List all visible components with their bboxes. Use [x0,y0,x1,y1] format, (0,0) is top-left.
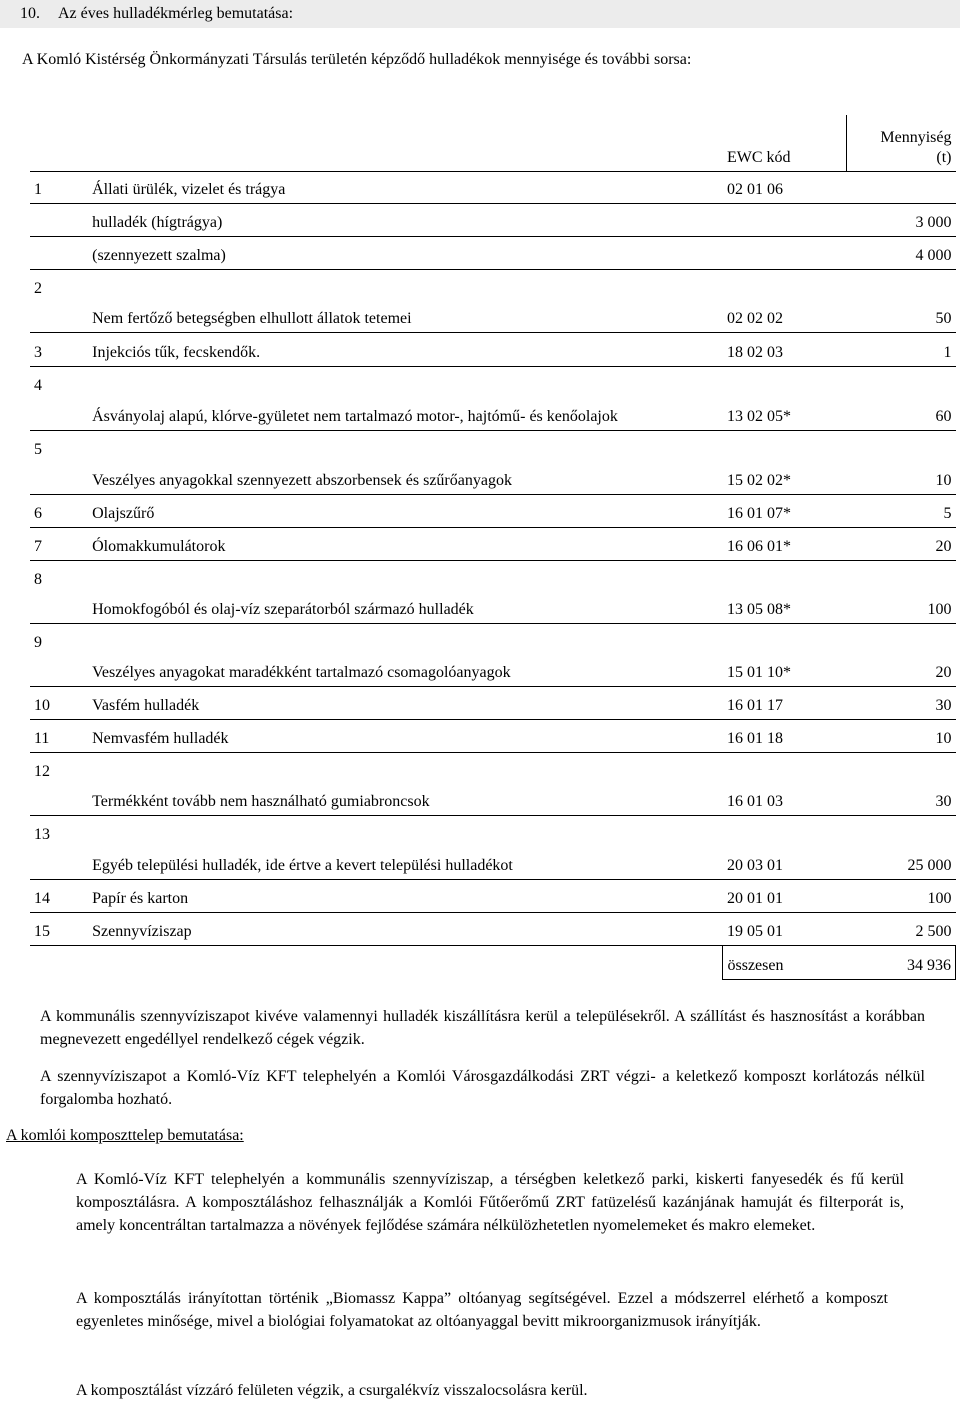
table-row: 1 Állati ürülék, vizelet és trágya 02 01 06 [30,171,956,203]
section-title-10 [20,4,293,24]
table-row: 7 Ólomakkumulátorok 16 06 01* 20 [30,527,956,560]
table-row: hulladék (hígtrágya) 3 000 [30,203,956,236]
table-row: 15 Szennyvíziszap 19 05 01 2 500 [30,912,956,945]
table-row: 4 Ásványolaj alapú, klórve-gyületet nem tartalmazó motor-, hajtómű- és kenőolajok 13 02 05* 60 [30,366,956,430]
table-row: 13 Egyéb települési hulladék, ide értve a kevert települési hulladékot 20 03 01 25 000 [30,815,956,879]
paragraph-composting-method: A komposztálás irányítottan történik „Biomassz Kappa” oltóanyag segítségével. Ezzel a módszerrel elérhető a komposzt egyenletes minősége, mivel a biológiai folyamatokat az oltóanyaggal bevitt mikroorganizmusok irányítják. [76,1290,888,1330]
intro-text: A Komló Kistérség Önkormányzati Társulás területén képződő hulladékok mennyisége és további sorsa: [22,51,692,68]
paragraph-sludge: A szennyvíziszapot a Komló-Víz KFT telephelyén a Komlói Városgazdálkodási ZRT végzi- a keletkező komposzt korlátozás nélkül forgalomba hozható. [40,1068,925,1108]
table-row: 14 Papír és karton 20 01 01 100 [30,879,956,912]
total-label: összesen [723,945,847,979]
section-number: 10. [20,5,40,22]
table-row: 6 Olajszűrő 16 01 07* 5 [30,494,956,527]
paragraph-composting-intro: A Komló-Víz KFT telephelyén a kommunális szennyvíziszap, a térségben keletkező parki, kiskerti fanyesedék és fű kerül komposztálásra. A komposztáláshoz felhasználják a Komlói Fűtőerőmű ZRT fatüzelésű kazánjának hamuját és filterporát is, amely koncentráltan tartalmazza a növények fejlődése számára nélkülözhetetlen nyomelemeket és makro elemeket. [76,1171,904,1234]
paragraph-leachate: A komposztálást vízzáró felületen végzik, a csurgalékvíz visszalocsolásra kerül. [76,1382,588,1399]
section-heading-text: Az éves hulladékmérleg bemutatása: [58,5,294,22]
section-header [0,0,960,28]
table-row: 2 Nem fertőző betegségben elhullott állatok tetemei 02 02 02 50 [30,269,956,332]
table-row: (szennyezett szalma) 4 000 [30,236,956,269]
total-quantity: 34 936 [847,945,956,979]
table-row: 8 Homokfogóból és olaj-víz szeparátorból származó hulladék 13 05 08* 100 [30,560,956,623]
table-row: 9 Veszélyes anyagokat maradékként tartalmazó csomagolóanyagok 15 01 10* 20 [30,623,956,686]
table-row: 12 Termékként tovább nem használható gumiabroncsok 16 01 03 30 [30,752,956,815]
table-row: 5 Veszélyes anyagokkal szennyezett abszorbensek és szűrőanyagok 15 02 02* 10 [30,430,956,494]
waste-balance-table [30,115,956,980]
header-quantity: Mennyiség (t) [847,115,956,171]
table-row: 10 Vasfém hulladék 16 01 17 30 [30,686,956,719]
header-ewc: EWC kód [726,148,791,166]
paragraph-transport: A kommunális szennyvíziszapot kivéve valamennyi hulladék kiszállításra kerül a településekről. A szállítást és hasznosítást a korábban megnevezett engedéllyel rendelkező cégek végzik. [40,1008,925,1048]
table-header-row [30,115,956,171]
table-row: 3 Injekciós tűk, fecskendők. 18 02 03 1 [30,332,956,366]
table-total-row [30,945,956,979]
composting-section-title: A komlói komposzttelep bemutatása: [6,1127,244,1144]
table-row: 11 Nemvasfém hulladék 16 01 18 10 [30,719,956,752]
